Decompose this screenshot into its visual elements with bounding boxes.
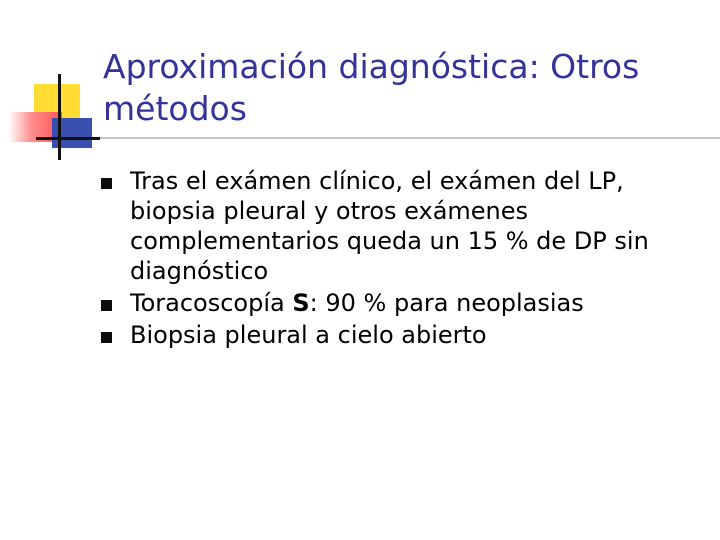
square-bullet-icon — [101, 300, 112, 311]
bullet-item — [98, 166, 708, 286]
bullet-list — [98, 166, 708, 352]
bullet-text: Biopsia pleural a cielo abierto — [130, 321, 487, 349]
bullet-text-prefix: Toracoscopía — [130, 289, 293, 317]
decorative-vertical-line — [58, 74, 61, 160]
title-underline — [100, 137, 720, 139]
slide-title: Aproximación diagnóstica: Otros métodos — [103, 47, 640, 128]
bullet-text-suffix: : 90 % para neoplasias — [309, 289, 584, 317]
sensitivity-label: S — [292, 289, 310, 317]
bullet-item — [98, 288, 708, 318]
bullet-text: Tras el exámen clínico, el exámen del LP, biopsia pleural y otros exámenes complementarios queda un 15 % de DP sin diagnóstico — [130, 167, 649, 285]
bullet-item — [98, 320, 708, 350]
decorative-horizontal-line — [36, 137, 100, 140]
square-bullet-icon — [101, 332, 112, 343]
square-bullet-icon — [101, 178, 112, 189]
